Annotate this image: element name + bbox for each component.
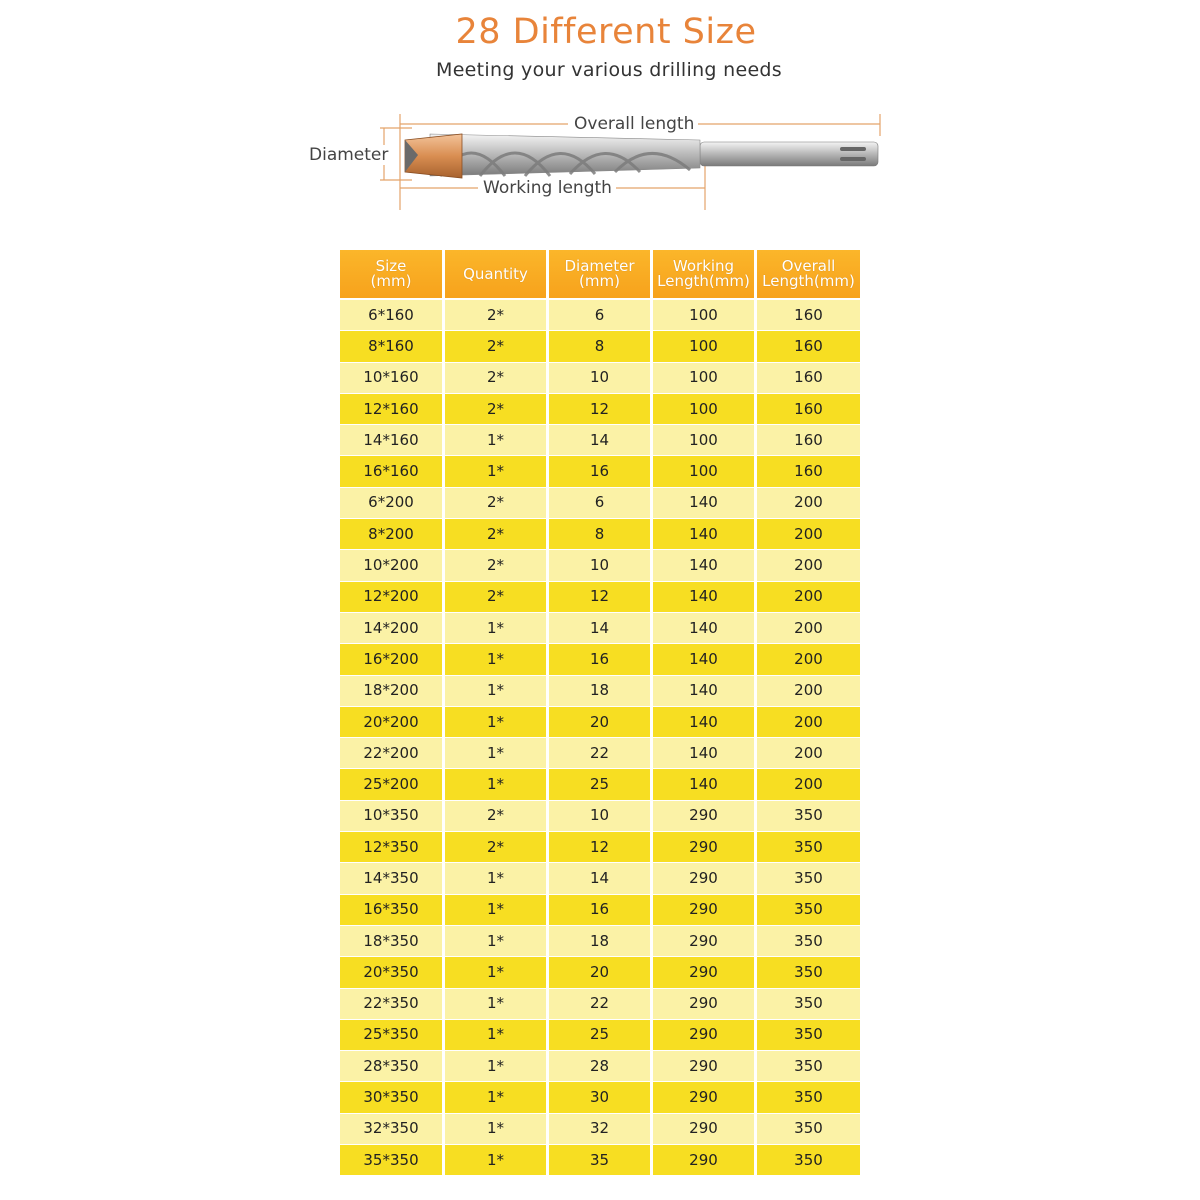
table-row <box>340 644 860 675</box>
cell-working-length: 140 <box>653 707 754 738</box>
cell-size: 12*350 <box>340 832 442 863</box>
cell-size: 6*160 <box>340 300 442 331</box>
cell-quantity: 1* <box>445 1020 546 1051</box>
table-row <box>340 1051 860 1082</box>
cell-size: 22*350 <box>340 989 442 1020</box>
table-row <box>340 863 860 894</box>
table-row <box>340 1082 860 1113</box>
table-row <box>340 926 860 957</box>
cell-diameter: 10 <box>549 363 650 394</box>
cell-quantity: 1* <box>445 738 546 769</box>
cell-diameter: 6 <box>549 300 650 331</box>
table-row <box>340 801 860 832</box>
table-row <box>340 1114 860 1145</box>
cell-quantity: 1* <box>445 644 546 675</box>
cell-diameter: 18 <box>549 676 650 707</box>
cell-diameter: 12 <box>549 582 650 613</box>
cell-working-length: 290 <box>653 989 754 1020</box>
cell-quantity: 2* <box>445 488 546 519</box>
cell-overall-length: 160 <box>757 456 860 487</box>
cell-size: 25*350 <box>340 1020 442 1051</box>
cell-diameter: 16 <box>549 895 650 926</box>
cell-overall-length: 350 <box>757 989 860 1020</box>
page-subtitle: Meeting your various drilling needs <box>436 59 782 81</box>
cell-quantity: 1* <box>445 957 546 988</box>
cell-diameter: 32 <box>549 1114 650 1145</box>
cell-size: 16*160 <box>340 456 442 487</box>
cell-quantity: 2* <box>445 519 546 550</box>
cell-working-length: 100 <box>653 394 754 425</box>
cell-overall-length: 200 <box>757 488 860 519</box>
cell-overall-length: 200 <box>757 613 860 644</box>
table-row <box>340 394 860 425</box>
page-title: 28 Different Size <box>455 12 757 52</box>
size-table <box>340 250 860 1176</box>
table-row <box>340 676 860 707</box>
cell-size: 28*350 <box>340 1051 442 1082</box>
cell-quantity: 1* <box>445 769 546 800</box>
cell-overall-length: 160 <box>757 425 860 456</box>
cell-size: 32*350 <box>340 1114 442 1145</box>
cell-working-length: 290 <box>653 1082 754 1113</box>
cell-quantity: 1* <box>445 676 546 707</box>
cell-working-length: 290 <box>653 1114 754 1145</box>
header-overall-length: Overall Length(mm) <box>757 250 860 298</box>
cell-working-length: 140 <box>653 488 754 519</box>
cell-quantity: 1* <box>445 926 546 957</box>
cell-size: 10*160 <box>340 363 442 394</box>
drill-bit-diagram <box>0 100 1200 220</box>
cell-quantity: 1* <box>445 613 546 644</box>
cell-working-length: 290 <box>653 926 754 957</box>
cell-diameter: 28 <box>549 1051 650 1082</box>
table-row <box>340 425 860 456</box>
cell-working-length: 100 <box>653 456 754 487</box>
cell-diameter: 20 <box>549 957 650 988</box>
cell-quantity: 1* <box>445 1145 546 1176</box>
cell-working-length: 290 <box>653 1145 754 1176</box>
cell-diameter: 20 <box>549 707 650 738</box>
cell-overall-length: 200 <box>757 769 860 800</box>
cell-working-length: 140 <box>653 519 754 550</box>
cell-diameter: 12 <box>549 832 650 863</box>
cell-size: 16*200 <box>340 644 442 675</box>
table-row <box>340 550 860 581</box>
cell-overall-length: 350 <box>757 895 860 926</box>
cell-overall-length: 350 <box>757 1145 860 1176</box>
cell-working-length: 140 <box>653 738 754 769</box>
cell-diameter: 22 <box>549 738 650 769</box>
cell-working-length: 100 <box>653 331 754 362</box>
cell-size: 12*160 <box>340 394 442 425</box>
cell-quantity: 2* <box>445 300 546 331</box>
cell-quantity: 2* <box>445 832 546 863</box>
cell-overall-length: 350 <box>757 1114 860 1145</box>
cell-diameter: 10 <box>549 550 650 581</box>
cell-size: 30*350 <box>340 1082 442 1113</box>
table-row <box>340 895 860 926</box>
cell-overall-length: 160 <box>757 331 860 362</box>
cell-working-length: 290 <box>653 957 754 988</box>
table-row <box>340 519 860 550</box>
cell-quantity: 1* <box>445 1114 546 1145</box>
header-quantity: Quantity <box>445 250 546 298</box>
cell-quantity: 1* <box>445 895 546 926</box>
table-row <box>340 456 860 487</box>
cell-working-length: 290 <box>653 801 754 832</box>
cell-overall-length: 200 <box>757 582 860 613</box>
cell-working-length: 140 <box>653 676 754 707</box>
cell-working-length: 290 <box>653 895 754 926</box>
cell-overall-length: 350 <box>757 957 860 988</box>
table-row <box>340 707 860 738</box>
cell-quantity: 1* <box>445 1082 546 1113</box>
table-row <box>340 1020 860 1051</box>
cell-size: 8*200 <box>340 519 442 550</box>
cell-diameter: 8 <box>549 519 650 550</box>
cell-overall-length: 350 <box>757 832 860 863</box>
cell-size: 18*350 <box>340 926 442 957</box>
cell-diameter: 22 <box>549 989 650 1020</box>
cell-quantity: 1* <box>445 1051 546 1082</box>
table-row <box>340 582 860 613</box>
cell-overall-length: 160 <box>757 363 860 394</box>
cell-overall-length: 200 <box>757 550 860 581</box>
table-row <box>340 613 860 644</box>
cell-working-length: 100 <box>653 300 754 331</box>
cell-size: 16*350 <box>340 895 442 926</box>
cell-size: 6*200 <box>340 488 442 519</box>
table-row <box>340 769 860 800</box>
cell-diameter: 12 <box>549 394 650 425</box>
cell-size: 18*200 <box>340 676 442 707</box>
cell-diameter: 16 <box>549 644 650 675</box>
table-row <box>340 1145 860 1176</box>
cell-size: 8*160 <box>340 331 442 362</box>
cell-quantity: 2* <box>445 331 546 362</box>
cell-diameter: 25 <box>549 1020 650 1051</box>
cell-quantity: 1* <box>445 707 546 738</box>
cell-overall-length: 350 <box>757 1020 860 1051</box>
table-row <box>340 989 860 1020</box>
cell-quantity: 1* <box>445 863 546 894</box>
header-size: Size (mm) <box>340 250 442 298</box>
cell-overall-length: 350 <box>757 863 860 894</box>
cell-quantity: 1* <box>445 425 546 456</box>
cell-quantity: 1* <box>445 456 546 487</box>
cell-working-length: 140 <box>653 769 754 800</box>
table-header-row <box>340 250 860 298</box>
cell-diameter: 35 <box>549 1145 650 1176</box>
cell-overall-length: 350 <box>757 926 860 957</box>
cell-size: 22*200 <box>340 738 442 769</box>
header-working-length: Working Length(mm) <box>653 250 754 298</box>
cell-size: 25*200 <box>340 769 442 800</box>
cell-size: 35*350 <box>340 1145 442 1176</box>
diameter-label: Diameter <box>305 145 392 165</box>
cell-diameter: 14 <box>549 613 650 644</box>
cell-working-length: 140 <box>653 582 754 613</box>
table-row <box>340 300 860 331</box>
cell-diameter: 10 <box>549 801 650 832</box>
cell-size: 10*350 <box>340 801 442 832</box>
cell-size: 14*200 <box>340 613 442 644</box>
table-row <box>340 488 860 519</box>
cell-overall-length: 160 <box>757 300 860 331</box>
cell-working-length: 290 <box>653 863 754 894</box>
cell-working-length: 140 <box>653 613 754 644</box>
cell-working-length: 290 <box>653 1020 754 1051</box>
cell-size: 20*200 <box>340 707 442 738</box>
cell-diameter: 18 <box>549 926 650 957</box>
overall-length-label: Overall length <box>570 114 698 134</box>
table-row <box>340 832 860 863</box>
cell-quantity: 2* <box>445 550 546 581</box>
cell-size: 14*160 <box>340 425 442 456</box>
cell-overall-length: 200 <box>757 676 860 707</box>
table-row <box>340 957 860 988</box>
cell-diameter: 25 <box>549 769 650 800</box>
cell-overall-length: 200 <box>757 738 860 769</box>
table-body <box>340 300 860 1176</box>
cell-size: 12*200 <box>340 582 442 613</box>
working-length-label: Working length <box>479 178 616 198</box>
cell-diameter: 6 <box>549 488 650 519</box>
cell-overall-length: 200 <box>757 519 860 550</box>
cell-overall-length: 200 <box>757 707 860 738</box>
cell-working-length: 100 <box>653 363 754 394</box>
cell-overall-length: 160 <box>757 394 860 425</box>
cell-quantity: 2* <box>445 582 546 613</box>
cell-working-length: 140 <box>653 550 754 581</box>
cell-size: 20*350 <box>340 957 442 988</box>
cell-quantity: 2* <box>445 363 546 394</box>
cell-overall-length: 200 <box>757 644 860 675</box>
cell-quantity: 2* <box>445 394 546 425</box>
cell-quantity: 1* <box>445 989 546 1020</box>
table-row <box>340 363 860 394</box>
cell-diameter: 16 <box>549 456 650 487</box>
cell-overall-length: 350 <box>757 1082 860 1113</box>
table-row <box>340 738 860 769</box>
table-row <box>340 331 860 362</box>
cell-diameter: 14 <box>549 425 650 456</box>
cell-working-length: 290 <box>653 1051 754 1082</box>
cell-overall-length: 350 <box>757 1051 860 1082</box>
cell-diameter: 30 <box>549 1082 650 1113</box>
cell-diameter: 14 <box>549 863 650 894</box>
cell-size: 10*200 <box>340 550 442 581</box>
cell-quantity: 2* <box>445 801 546 832</box>
cell-working-length: 290 <box>653 832 754 863</box>
cell-overall-length: 350 <box>757 801 860 832</box>
cell-working-length: 140 <box>653 644 754 675</box>
cell-size: 14*350 <box>340 863 442 894</box>
cell-diameter: 8 <box>549 331 650 362</box>
header-diameter: Diameter (mm) <box>549 250 650 298</box>
cell-working-length: 100 <box>653 425 754 456</box>
